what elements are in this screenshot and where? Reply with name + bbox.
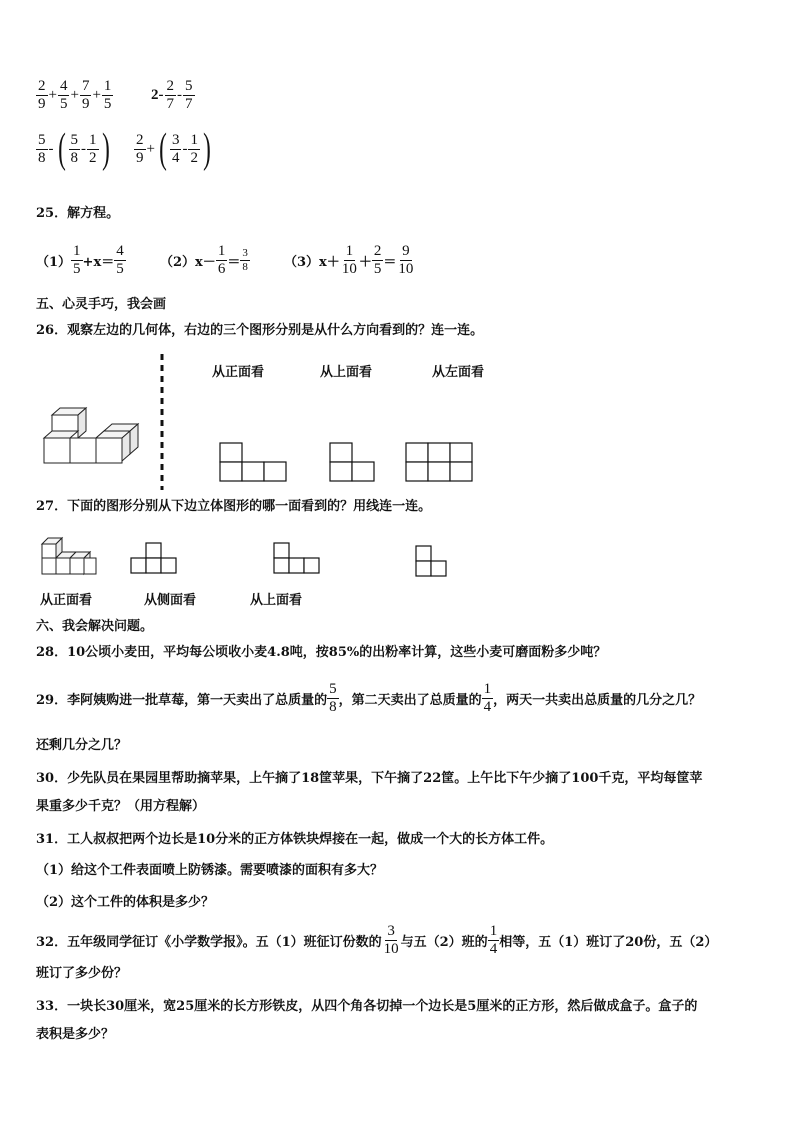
question-25-title: 25．解方程。	[36, 206, 120, 221]
q27-label-front: 从正面看	[40, 593, 93, 608]
question-33-line-2: 表积是多少？	[36, 1027, 115, 1042]
equation-text: x－	[195, 255, 216, 270]
fraction: $\frac{4}{5}$	[59, 78, 68, 112]
right-paren: )	[101, 126, 110, 172]
fraction: $\frac{1}{10}$	[341, 243, 357, 277]
equation-text: x＋	[319, 255, 340, 270]
question-text: 与五（2）班的	[400, 935, 488, 950]
left-paren: (	[159, 126, 167, 172]
question-32-line-1	[36, 923, 717, 958]
calc-expression-4	[134, 128, 214, 170]
view-shape-3	[406, 443, 472, 481]
fraction: $\frac{3}{10}$	[383, 923, 399, 957]
equation-label: （1）	[36, 255, 72, 270]
view-shape-1	[220, 443, 286, 481]
question-33-line-1: 33．一块长30厘米，宽25厘米的长方形铁皮，从四个角各切掉一个边长是5厘米的正方形，然后做成盒子。盒子的	[36, 999, 698, 1014]
equation-text: ＋	[358, 255, 372, 270]
fraction: $\frac{5}{7}$	[185, 78, 193, 112]
q27-label-side: 从侧面看	[144, 593, 197, 608]
view-label-front: 从正面看	[212, 365, 265, 380]
operator: +	[146, 140, 155, 157]
fraction: $\frac{1}{5}$	[73, 243, 81, 277]
operator: -	[177, 87, 182, 103]
fraction: $\frac{1}{6}$	[217, 243, 226, 277]
question-28: 28．10公顷小麦田，平均每公顷收小麦4.8吨，按85%的出粉率计算，这些小麦可磨面粉多少吨？	[36, 645, 607, 660]
equation-text: ＝	[383, 255, 397, 270]
view-label-top: 从上面看	[320, 365, 373, 380]
equation-3	[284, 243, 415, 278]
operator: +	[48, 87, 57, 103]
operator: +	[70, 87, 79, 103]
small-cube-solid-illustration	[42, 538, 96, 574]
fraction: $\frac{1}{4}$	[489, 923, 498, 957]
fraction: $\frac{1}{5}$	[103, 78, 112, 112]
question-text: 相等，五（1）班订了20份，五（2）	[499, 935, 718, 950]
operator: -	[48, 140, 54, 157]
question-text: ，两天一共卖出总质量的几分之几？	[493, 693, 702, 708]
fraction: $\frac{1}{2}$	[89, 131, 97, 166]
side-view-shape-1	[131, 543, 176, 573]
question-27-figure	[0, 530, 794, 590]
right-paren: )	[203, 126, 211, 172]
question-29-line-2: 还剩几分之几？	[36, 738, 128, 753]
question-31-line-2: （1）给这个工件表面喷上防锈漆。需要喷漆的面积有多大？	[36, 863, 384, 878]
operator: +	[92, 87, 101, 103]
question-30-line-2: 果重多少千克？（用方程解）	[36, 799, 206, 814]
fraction: $\frac{7}{9}$	[81, 78, 90, 112]
question-text: 32．五年级同学征订《小学数学报》。五（1）班征订份数的	[36, 935, 382, 950]
calc-expression-3	[36, 128, 113, 170]
calc-expression-1	[36, 78, 113, 113]
fraction: $\frac{1}{4}$	[483, 681, 492, 715]
question-26-title: 26．观察左边的几何体，右边的三个图形分别是从什么方向看到的？连一连。	[36, 323, 484, 338]
question-30-line-1: 30．少先队员在果园里帮助摘苹果，上午摘了18筐苹果，下午摘了22筐。上午比下午少摘了100千克，平均每筐苹	[36, 771, 703, 786]
fraction: $\frac{2}{9}$	[136, 131, 144, 166]
equation-label: （2）	[160, 255, 196, 270]
operator: -	[182, 140, 188, 157]
view-label-left: 从左面看	[432, 365, 485, 380]
question-text: 29．李阿姨购进一批草莓，第一天卖出了总质量的	[36, 693, 328, 708]
equation-text: ＝	[227, 255, 241, 270]
fraction: $\frac{3}{8}$	[242, 247, 248, 273]
operator: -	[81, 140, 86, 157]
fraction: $\frac{5}{8}$	[38, 131, 46, 166]
q27-label-top: 从上面看	[250, 593, 303, 608]
view-shape-2	[330, 443, 374, 481]
question-text: ，第二天卖出了总质量的	[338, 693, 482, 708]
equation-2	[160, 243, 250, 278]
fraction: $\frac{4}{5}$	[116, 243, 124, 277]
calc-expression-2	[150, 78, 195, 113]
equation-label: （3）	[284, 255, 320, 270]
fraction: $\frac{1}{2}$	[190, 131, 198, 166]
left-paren: (	[57, 126, 66, 172]
side-view-shape-2	[274, 543, 319, 573]
question-29-line-1	[36, 681, 701, 716]
fraction: $\frac{5}{8}$	[329, 681, 337, 715]
question-31-line-3: （2）这个工件的体积是多少？	[36, 895, 215, 910]
side-view-shape-3	[416, 546, 446, 576]
question-31-line-1: 31．工人叔叔把两个边长是10分米的正方体铁块焊接在一起，做成一个大的长方体工件。	[36, 832, 554, 847]
cube-solid-illustration	[44, 408, 138, 463]
fraction: $\frac{3}{4}$	[171, 131, 180, 166]
operator: 2-	[151, 87, 164, 103]
question-32-line-2: 班订了多少份？	[36, 966, 128, 981]
section-5-heading: 五、心灵手巧，我会画	[36, 297, 167, 312]
question-27-title: 27．下面的图形分别从下边立体图形的哪一面看到的？用线连一连。	[36, 499, 432, 514]
fraction: $\frac{5}{8}$	[70, 131, 78, 166]
fraction: $\frac{2}{7}$	[166, 78, 174, 112]
fraction: $\frac{2}{5}$	[373, 243, 382, 277]
equation-text: +x＝	[82, 255, 115, 270]
section-6-heading: 六、我会解决问题。	[36, 619, 154, 634]
equation-1	[36, 243, 126, 278]
fraction: $\frac{9}{10}$	[398, 243, 414, 277]
fraction: $\frac{2}{9}$	[38, 78, 46, 112]
